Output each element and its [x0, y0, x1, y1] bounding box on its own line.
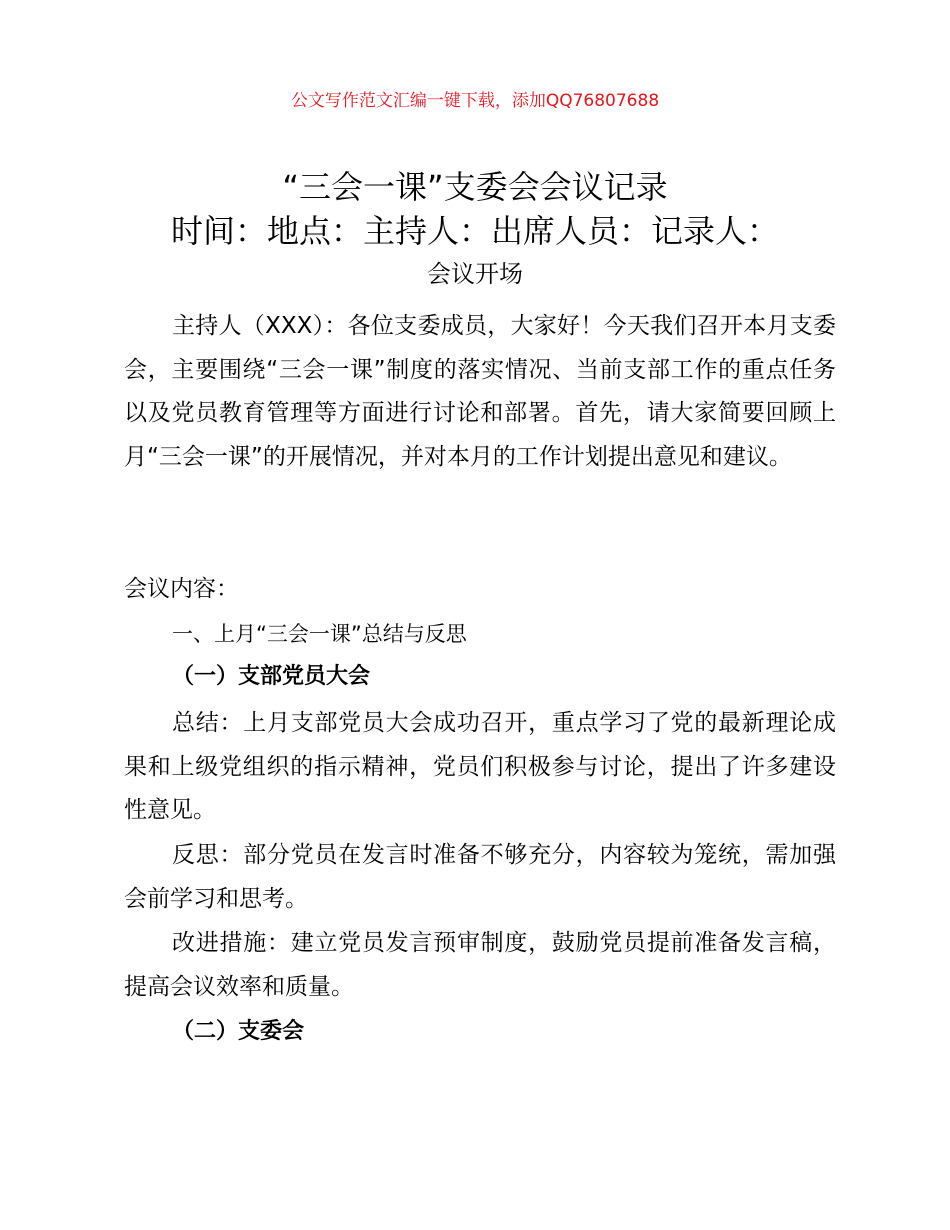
improvement-paragraph: 改进措施：建立党员发言预审制度，鼓励党员提前准备发言稿，提高会议效率和质量。 [124, 930, 836, 1000]
sub-heading-party-congress: （一）支部党员大会 [172, 664, 371, 689]
opening-heading: 会议开场 [427, 260, 523, 288]
sub-heading-branch-committee: （二）支委会 [172, 1019, 305, 1044]
download-banner[interactable]: 公文写作范文汇编一键下载，添加QQ76807688 [290, 91, 660, 111]
document-title: “三会一课”支委会会议记录 [282, 168, 668, 206]
reflection-paragraph: 反思：部分党员在发言时准备不够充分，内容较为笼统，需加强会前学习和思考。 [124, 842, 836, 912]
opening-paragraph: 主持人（XXX）：各位支委成员，大家好！今天我们召开本月支委会，主要围绕“三会一课”制度的落实情况、当前支部工作的重点任务以及党员教育管理等方面进行讨论和部署。首先，请大家简要回顾上月“三会一课”的开展情况，并对本月的工作计划提出意见和建议。 [124, 313, 836, 470]
content-label: 会议内容： [124, 576, 239, 602]
meeting-meta-line: 时间：地点：主持人：出席人员：记录人： [170, 212, 779, 250]
section-heading-1: 一、上月“三会一课”总结与反思 [172, 622, 467, 646]
summary-paragraph: 总结：上月支部党员大会成功召开，重点学习了党的最新理论成果和上级党组织的指示精神，党员们积极参与讨论，提出了许多建设性意见。 [124, 710, 836, 823]
